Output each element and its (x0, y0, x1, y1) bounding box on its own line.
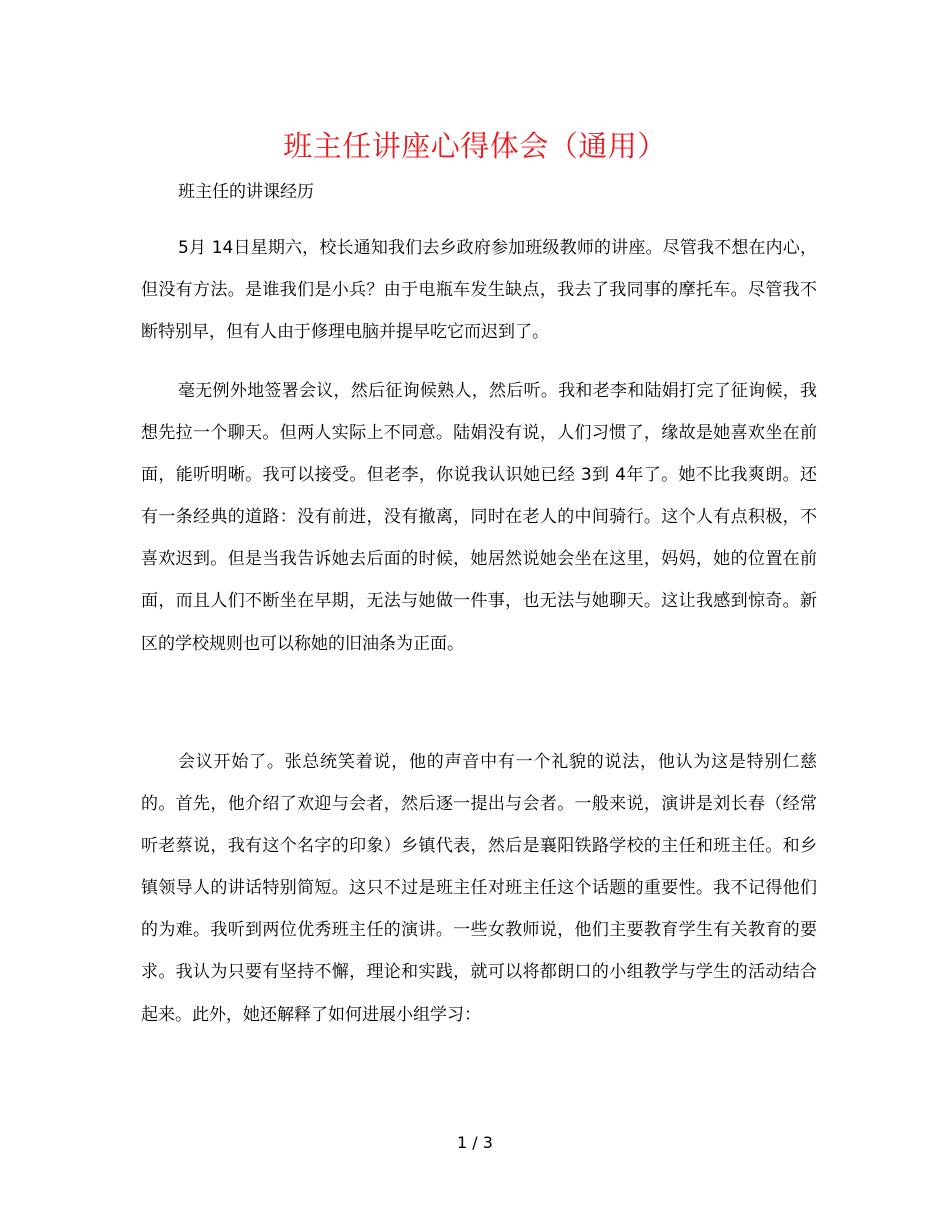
section-subheading: 班主任的讲课经历 (178, 182, 314, 202)
body-paragraph-2: 毫无例外地签署会议，然后征询候熟人，然后听。我和老李和陆娟打完了征询候，我想先拉一个聊天。但两人实际上不同意。陆娟没有说，人们习惯了，缘故是她喜欢坐在前面，能听明晰。我可以接受。但老李，你说我认识她已经 3到 4年了。她不比我爽朗。还有一条经典的道路：没有前进，没有撤离，同时在老人的中间骑行。这个人有点积极，不喜欢迟到。但是当我告诉她去后面的时候，她居然说她会坐在这里，妈妈，她的位置在前面，而且人们不断坐在早期，无法与她做一件事，也无法与她聊天。这让我感到惊奇。新区的学校规则也可以称她的旧油条为正面。 (141, 381, 817, 654)
body-paragraph-1: 5月 14日星期六，校长通知我们去乡政府参加班级教师的讲座。尽管我不想在内心，但没有方法。是谁我们是小兵？由于电瓶车发生缺点，我去了我同事的摩托车。尽管我不断特别早，但有人由于修理电脑并提早吃它而迟到了。 (141, 238, 817, 343)
body-paragraph-3: 会议开始了。张总统笑着说，他的声音中有一个礼貌的说法，他认为这是特别仁慈的。首先，他介绍了欢迎与会者，然后逐一提出与会者。一般来说，演讲是刘长春（经常听老蔡说，我有这个名字的印象）乡镇代表，然后是襄阳铁路学校的主任和班主任。和乡镇领导人的讲话特别简短。这只不过是班主任对班主任这个话题的重要性。我不记得他们的为难。我听到两位优秀班主任的演讲。一些女教师说，他们主要教育学生有关教育的要求。我认为只要有坚持不懈，理论和实践，就可以将都朗口的小组教学与学生的活动结合起来。此外，她还解释了如何进展小组学习： (141, 752, 817, 1025)
page-number: 1 / 3 (457, 1133, 493, 1152)
document-title: 班主任讲座心得体会（通用） (283, 129, 667, 163)
